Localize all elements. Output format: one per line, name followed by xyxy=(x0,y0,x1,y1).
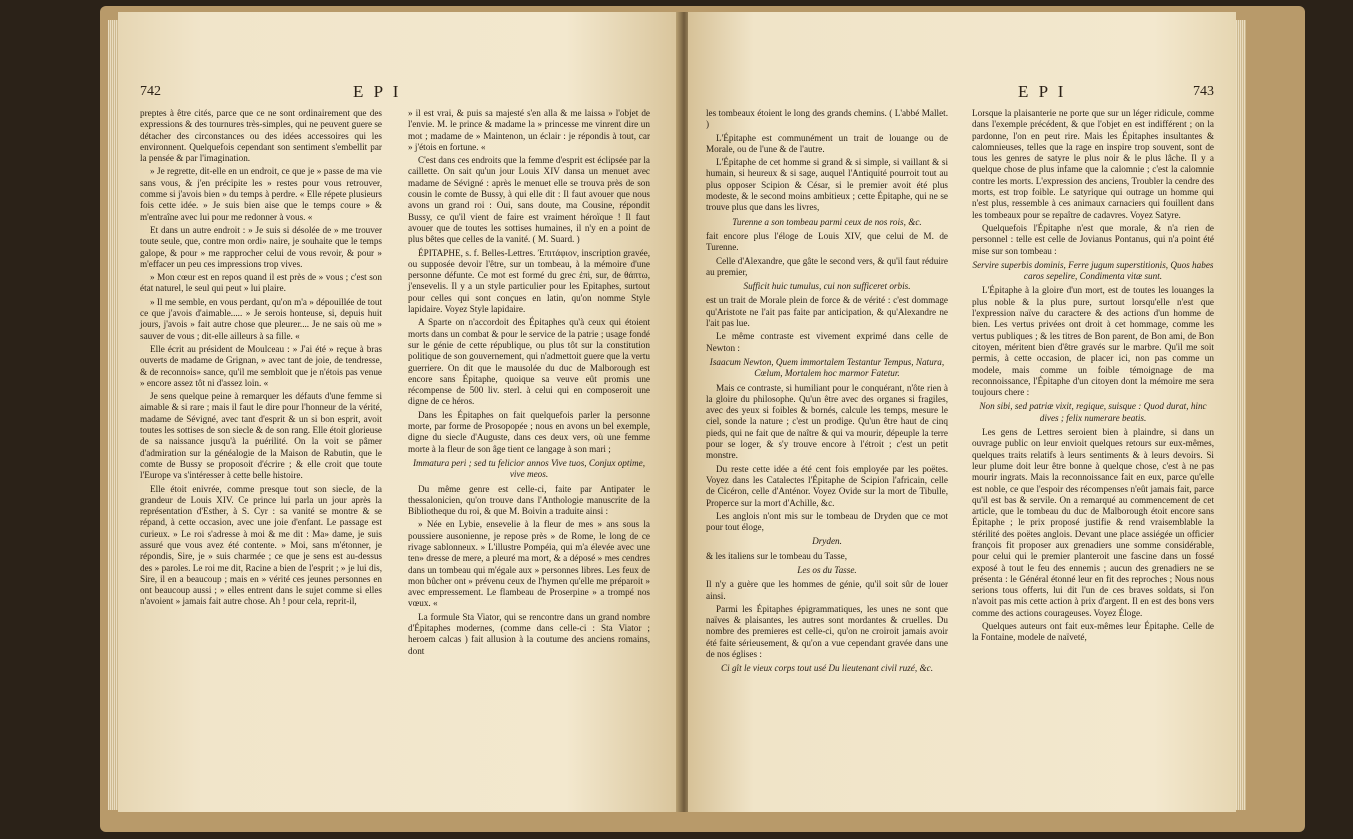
latin-verse: Servire superbis dominis, Ferre jugum superstitionis, Quos habes caros sepelire, Condimenta vitæ sunt. xyxy=(972,259,1214,282)
paragraph: Lorsque la plaisanterie ne porte que sur un léger ridicule, comme dans l'exemple précédent, & que l'objet en est indifférent ; on la pardonne, l'on en peut rire. Mais les Épitaphes insultantes & calomnieuses, telles que la rage en inspire trop souvent, sont de tous les genres de satyre le plus noir & le plus lâche. Il y a quelque chose de plus infame que la calomnie ; c'est la calomnie contre les morts. L'expression des anciens, Troubler la cendre des morts, est trop foible. Le satyrique qui outrage un homme qui n'est plus, ressemble à ces animaux carnaciers qui fouillent dans les tombeaux pour se repaître de cadavres. Voyez Satyre. xyxy=(972,108,1214,220)
verse: Les os du Tasse. xyxy=(797,564,857,575)
paragraph: preptes à être cités, parce que ce ne sont ordinairement que des expressions & des tournures très-simples, qui ne peuvent guere se détacher des circonstances ou des idées accessoires qui les environnent. Quelquefois cependant son sentiment s'embellit par la pensée & par l'imagination. xyxy=(140,108,382,164)
latin-verse: Isaacum Newton, Quem immortalem Testantur Tempus, Natura, Cœlum, Mortalem hoc marmor Fatetur. xyxy=(709,356,945,379)
paragraph: Du même genre est celle-ci, faite par Antipater le thessalonicien, qu'on trouve dans l'Anthologie manuscrite de la Bibliotheque du roi, & que M. Boivin a traduite ainsi : xyxy=(408,483,650,517)
paragraph: Je sens quelque peine à remarquer les défauts d'une femme si aimable & si rare ; mais il faut le dire pour l'honneur de la vérité, madame de Sévigné, avec tant d'esprit & un si bon esprit, avoit toutes les sottises de son siecle & de son rang. Elle étoit glorieuse de sa naissance jusqu'à la puérilité. On la voit se pâmer d'admiration sur la généalogie de la Maison de Rabutin, que le comte de Bussy se proposoit d'écrire ; & elle croit que toute l'Europe va s'intéresser à cette belle histoire. xyxy=(140,391,382,481)
paragraph: Les anglois n'ont mis sur le tombeau de Dryden que ce mot pour tout éloge, xyxy=(706,510,948,533)
paragraph: est un trait de Morale plein de force & de vérité : c'est dommage qu'Aristote ne l'ait pas faite par anticipation, & qu'Alexandre ne l'ait pas lue. xyxy=(706,295,948,329)
paragraph: Et dans un autre endroit : » Je suis si désolée de » me trouver toute seule, que, contre mon ordi» naire, je souhaite que le temps galope, & pour » me rapprocher celui de vous revoir, & pour » m'effacer un peu ces impressions trop vives. xyxy=(140,224,382,269)
verse: Dryden. xyxy=(812,536,842,547)
paragraph: Quelquefois l'Épitaphe n'est que morale, & n'a rien de personnel : telle est celle de Jovianus Pontanus, qui n'a point été mise sur son tombeau : xyxy=(972,222,1214,256)
paragraph: » Il me semble, en vous perdant, qu'on m'a » dépouillée de tout ce que j'avois d'aimable..... » Je serois honteuse, si, depuis huit jours, j'avois » fait autre chose que pleurer.... Je ne sais où me » sauver de vous ; dit-elle ailleurs à sa fille. « xyxy=(140,296,382,341)
right-column-1 xyxy=(706,108,948,678)
latin-verse: Immatura peri ; sed tu felicior annos Vive tuos, Conjux optime, vive meos. xyxy=(412,457,646,480)
paragraph: les tombeaux étoient le long des grands chemins. ( L'abbé Mallet. ) xyxy=(706,108,948,130)
verse: Ci gît le vieux corps tout usé Du lieutenant civil ruzé, &c. xyxy=(720,663,934,674)
right-page xyxy=(688,12,1236,812)
paragraph: Quelques auteurs ont fait eux-mêmes leur Épitaphe. Celle de la Fontaine, modele de naïveté, xyxy=(972,621,1214,643)
latin-verse: Non sibi, sed patriæ vixit, regique, suisque : Quod durat, hinc dives ; felix numerare beatis. xyxy=(979,401,1207,423)
paragraph: A Sparte on n'accordoit des Épitaphes qu'à ceux qui étoient morts dans un combat & pour le service de la patrie ; usage fondé sur le génie de cette république, ou plus tôt sur la constitution politique de son gouvernement, qui n'admettoit guere que la vertu guerriere. On dit que le mausolée du duc de Malborough est encore sans Épitaphe, quoique sa veuve eût promis une récompense de 500 liv. sterl. à celui qui en composeroit une digne de ce héros. xyxy=(408,317,650,407)
paragraph: » Je regrette, dit-elle en un endroit, ce que je » passe de ma vie sans vous, & j'en précipite les » restes pour vous retrouver, comme si j'avois bien » du temps à perdre. « Elle répete plusieurs fois cette idée. » Je suis bien aise que le temps coure » & m'entraîne avec lui pour me redonner à vous. « xyxy=(140,166,382,222)
left-running-head: E P I xyxy=(353,82,402,101)
page-edge-left xyxy=(108,20,118,810)
paragraph: C'est dans ces endroits que la femme d'esprit est éclipsée par la caillette. On sait qu'un jour Louis XIV dansa un menuet avec madame de Sévigné : après le menuet elle se trouva près de son cousin le comte de Bussy, à qui elle dit : Il faut avouer que nous avons un grand roi : Oui, sans doute, ma Cousine, répondit Bussy, ce qu'il vient de faire est vraiment héroïque ! Il faut avouer que de toutes les sottises humaines, il n'y en a point de plus bêtes que celles de la vanité. ( M. Suard. ) xyxy=(408,155,650,245)
paragraph: La formule Sta Viator, qui se rencontre dans un grand nombre d'Épitaphes modernes, (comme dans celle-ci : Sta Viator ; heroem calcas ) fait allusion à la coutume des anciens romains, dont xyxy=(408,611,650,656)
paragraph: ÉPITAPHE, s. f. Belles-Lettres. Ἐπιτάφιον, inscription gravée, ou supposée devoir l'être, sur un tombeau, à la mémoire d'une personne défunte. Ce mot est formé du grec ἐπὶ, sur, de θάπτω, j'ensevelis. Il y a un style particulier pour les Epitaphes, surtout pour celles qui sont conçues en latin, qu'on nomme Style lapidaire. Voyez Style lapidaire. xyxy=(408,247,650,315)
paragraph: Il n'y a guère que les hommes de génie, qu'il soit sûr de louer ainsi. xyxy=(706,579,948,601)
paragraph: Elle étoit enivrée, comme presque tout son siecle, de la grandeur de Louis XIV. Ce prince lui parla un jour après la représentation d'Esther, à S. Cyr : sa vanité se montre & se répand, à cette occasion, avec une joie d'enfant. Le passage est curieux. » Le roi s'adresse à moi & me dit : Ma» dame, je suis assuré que vous avez été contente. » Moi, sans m'étonner, je répondis, Sire, je » suis charmée ; ce que je sens est au-dessus des » paroles. Le roi me dit, Racine a bien de l'esprit ; » je lui dis, Sire, il en a beaucoup ; mais en » vérité ces jeunes personnes en ont beaucoup aussi ; » elles entrent dans le sujet comme si elles n'avoient » jamais fait autre chose. Ah ! pour cela, reprit-il, xyxy=(140,483,382,607)
paragraph: Parmi les Épitaphes épigrammatiques, les unes ne sont que naïves & plaisantes, les autres sont mordantes & cruelles. Du nombre des premieres est celle-ci, qu'on ne croiroit jamais avoir été faite sérieusement, & qu'on a vue cependant gravée dans une de nos églises : xyxy=(706,603,948,660)
paragraph: » Née en Lybie, ensevelie à la fleur de mes » ans sous la poussiere ausonienne, je repose près » de Rome, le long de ce rivage sablonneux. » L'illustre Pompéia, qui m'a élevée avec une ten» dresse de mere, a pleuré ma mort, & a déposé » mes cendres dans un tombeau qui m'égale aux » personnes libres. Les feux de mon bûcher ont » prévenu ceux de l'hymen qu'elle me préparoit » avec empressement. Le flambeau de Proserpine » a trompé nos vœux. « xyxy=(408,519,650,609)
paragraph: » Mon cœur est en repos quand il est près de » vous ; c'est son état naturel, le seul qui peut » lui plaire. xyxy=(140,272,382,294)
latin-verse: Sufficit huic tumulus, cui non sufficeret orbis. xyxy=(743,281,911,292)
right-column-2 xyxy=(972,108,1214,646)
paragraph: Celle d'Alexandre, que gâte le second vers, & qu'il faut réduire au premier, xyxy=(706,255,948,277)
left-page xyxy=(118,12,678,812)
paragraph: Les gens de Lettres seroient bien à plaindre, si dans un ouvrage public on leur envioit quelques retours sur eux-mêmes, quelques traits relatifs à leurs sentiments & à leurs devoirs. Si leur plume doit leur être bonne à quelque chose, c'est à ne pas mourir ingrats. Mais la reconnoissance fait en eux, parce qu'elle est noble, ce que l'espoir des récompenses n'eût jamais fait, parce qu'il est bas & servile. On a remarqué au commencement de cet article, que le tombeau du duc de Malborough étoit encore sans Épitaphe ; le prix proposé justifie & rend vraisemblable la stérilité des poëtes anglois. Devant une place assiégée un officier françois fit proposer aux grenadiers une somme considérable, pour celui qui le premier planteroit une fascine dans un fossé exposé à tout le feu des ennemis ; aucun des grenadiers ne se présenta : le Général étonné leur en fit des reproches ; Nous nous serions tous offerts, lui dit l'un de ces braves soldats, si l'on n'avoit pas mis cette action à prix d'argent. Il en est des bons vers comme des actions courageuses. Voyez Éloge. xyxy=(972,427,1214,618)
right-page-number: 743 xyxy=(1193,84,1214,99)
paragraph: L'Épitaphe à la gloire d'un mort, est de toutes les louanges la plus noble & la plus pure, surtout lorsqu'elle n'est que l'expression naïve du caractere & des actions d'un homme de bien. Les vertus privées ont droit à cet hommage, comme les vertus publiques ; & les titres de Bon parent, de Bon ami, de Bon citoyen, méritent bien d'être gravés sur le marbre. Qu'il me soit permis, à cette occasion, de placer ici, non pas comme un modele, mais comme un foible témoignage de ma reconnoissance, l'Épitaphe d'un citoyen dont la mémoire me sera toujours chere : xyxy=(972,285,1214,398)
left-page-number: 742 xyxy=(140,84,161,99)
left-column-1 xyxy=(140,108,382,610)
paragraph: L'Épitaphe de cet homme si grand & si simple, si vaillant & si humain, si heureux & si sage, auquel l'Antiquité pourroit tout au plus opposer Scipion & César, si le premier avoit été plus modeste, & le second moins ambitieux ; cette Épitaphe, qui ne se trouve plus que dans les livres, xyxy=(706,157,948,213)
paragraph: L'Épitaphe est communément un trait de louange ou de Morale, ou de l'une & de l'autre. xyxy=(706,132,948,154)
paragraph: » il est vrai, & puis sa majesté s'en alla & me laissa » l'objet de l'envie. M. le prince & madame la » princesse me vinrent dire un mot ; madame de » Maintenon, un éclair : je répondis à tout, car » j'étois en fortune. « xyxy=(408,108,650,152)
verse: Turenne a son tombeau parmi ceux de nos rois, &c. xyxy=(732,216,922,227)
paragraph: & les italiens sur le tombeau du Tasse, xyxy=(706,550,848,561)
paragraph: Du reste cette idée a été cent fois employée par les poëtes. Voyez dans les Catalectes l'Épitaphe de Scipion l'africain, celle de Cicéron, celle d'Anténor. Voyez Ovide sur la mort de Tibulle, Properce sur la mort d'Achille, &c. xyxy=(706,463,948,508)
page-edge-right xyxy=(1236,20,1246,810)
paragraph: Le même contraste est vivement exprimé dans celle de Newton : xyxy=(706,331,948,353)
paragraph: Dans les Épitaphes on fait quelquefois parler la personne morte, par forme de Prosopopée ; nous en avons un bel exemple, digne du siecle d'Auguste, dans ces deux vers, où une femme morte à la fleur de son âge tient ce langage à son mari ; xyxy=(408,409,650,454)
paragraph: Mais ce contraste, si humiliant pour le conquérant, n'ôte rien à la gloire du philosophe. Qu'un être avec des organes si fragiles, avec des yeux si foibles & bornés, calcule les temps, mesure le ciel, sonde la nature ; c'est un prodige. Qu'un être haut de cinq pieds, qui ne fait que de naître & qui va mourir, dépeuple la terre pour se loger, & s'y trouve encore à l'étroit ; c'est un petit monstre. xyxy=(706,382,948,461)
left-column-2 xyxy=(408,108,650,659)
paragraph: Elle écrit au président de Moulceau : » J'ai été » reçue à bras ouverts de madame de Grignan, » avec tant de joie, de tendresse, & de reconnois» sance, qu'il me sembloit que je n'étois pas venue » encore assez tôt ni d'assez loin. « xyxy=(140,343,382,388)
paragraph: fait encore plus l'éloge de Louis XIV, que celui de M. de Turenne. xyxy=(706,230,948,253)
right-running-head: E P I xyxy=(1018,82,1067,101)
